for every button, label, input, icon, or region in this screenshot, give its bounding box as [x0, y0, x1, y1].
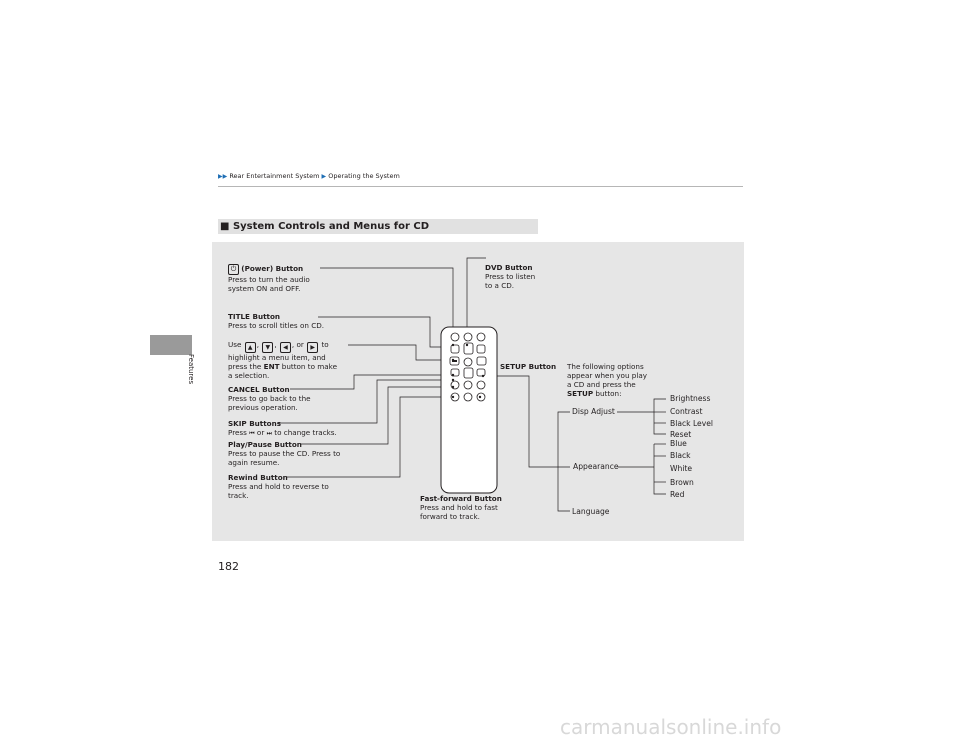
- setup-callout: [500, 362, 556, 371]
- remote-control: [441, 327, 497, 493]
- skip-forward-icon: ⏭: [266, 430, 272, 437]
- skip-desc-b: or: [256, 428, 265, 437]
- skip-desc-c: to change tracks.: [274, 428, 337, 437]
- menu-item-contrast: Contrast: [670, 407, 703, 416]
- dvd-callout: [485, 263, 535, 290]
- title-callout: [228, 312, 324, 330]
- side-label: Features: [187, 354, 195, 385]
- skip-title: SKIP Buttons: [228, 419, 281, 428]
- rewind-callout: [228, 473, 329, 500]
- menu-appearance: Appearance: [573, 462, 619, 471]
- ff-callout: [420, 494, 502, 521]
- ff-desc-2: forward to track.: [420, 512, 480, 521]
- arrows-callout: [228, 340, 337, 380]
- left-arrow-icon: ◀: [280, 342, 291, 353]
- menu-item-reset: Reset: [670, 430, 692, 439]
- options-line-1: The following options: [567, 362, 644, 371]
- menu-item-brown: Brown: [670, 478, 694, 487]
- sep-text: ,: [256, 340, 260, 349]
- ff-desc-1: Press and hold to fast: [420, 503, 498, 512]
- cancel-desc-2: previous operation.: [228, 403, 298, 412]
- menu-item-brightness: Brightness: [670, 394, 711, 403]
- options-setup-label: SETUP: [567, 389, 594, 398]
- power-title: (Power) Button: [241, 264, 304, 273]
- options-line-2: appear when you play: [567, 371, 647, 380]
- right-arrow-icon: ▶: [307, 342, 318, 353]
- sep-text: , or: [291, 340, 304, 349]
- breadcrumb-item[interactable]: Operating the System: [328, 172, 400, 180]
- menu-item-red: Red: [670, 490, 685, 499]
- menu-item-blue: Blue: [670, 439, 687, 448]
- rewind-desc-2: track.: [228, 491, 249, 500]
- setup-title: SETUP Button: [500, 362, 557, 371]
- arrows-desc-4: a selection.: [228, 371, 270, 380]
- rewind-desc-1: Press and hold to reverse to: [228, 482, 329, 491]
- options-line-4: button:: [595, 389, 622, 398]
- ent-label: ENT: [263, 362, 280, 371]
- menu-item-white: White: [670, 464, 693, 473]
- cancel-callout: [228, 385, 311, 412]
- title-button-desc: Press to scroll titles on CD.: [228, 321, 325, 330]
- sep-text: ,: [274, 340, 277, 349]
- rewind-title: Rewind Button: [228, 473, 288, 482]
- arrow-icon: ▶▶: [218, 173, 228, 180]
- use-text: Use: [228, 340, 242, 349]
- dvd-title: DVD Button: [485, 263, 533, 272]
- arrows-desc-2: highlight a menu item, and: [228, 353, 326, 362]
- title-button-title: TITLE Button: [228, 312, 280, 321]
- menu-disp-adjust: Disp Adjust: [572, 407, 615, 416]
- options-line-3: a CD and press the: [567, 380, 636, 389]
- menu-language: Language: [572, 507, 610, 516]
- power-desc-1: Press to turn the audio: [228, 275, 310, 284]
- square-bullet-icon: ■: [220, 221, 230, 232]
- cancel-title: CANCEL Button: [228, 385, 290, 394]
- skip-back-icon: ⏮: [249, 430, 255, 437]
- up-arrow-icon: ▲: [245, 342, 256, 353]
- power-desc-2: system ON and OFF.: [228, 284, 301, 293]
- menu-item-black: Black: [670, 451, 691, 460]
- breadcrumb-item[interactable]: Rear Entertainment System: [229, 172, 320, 180]
- down-arrow-icon: ▼: [262, 342, 273, 353]
- options-note: [567, 362, 647, 398]
- play-desc-2: again resume.: [228, 458, 280, 467]
- arrows-desc-3a: press the: [228, 362, 262, 371]
- use-post-text: to: [321, 340, 329, 349]
- skip-callout: [228, 419, 337, 438]
- section-title: System Controls and Menus for CD: [232, 221, 430, 232]
- watermark: carmanualsonline.info: [560, 715, 782, 739]
- power-callout: [228, 264, 310, 293]
- cancel-desc-1: Press to go back to the: [228, 394, 311, 403]
- arrows-desc-3c: button to make: [281, 362, 338, 371]
- page-number: 182: [218, 560, 239, 573]
- arrow-icon: ▶: [321, 173, 327, 180]
- dvd-desc-2: to a CD.: [485, 281, 515, 290]
- play-callout: [228, 440, 340, 467]
- skip-desc-a: Press: [228, 428, 247, 437]
- ff-title: Fast-forward Button: [420, 494, 502, 503]
- power-icon: ⏻: [228, 264, 239, 275]
- dvd-desc-1: Press to listen: [485, 272, 536, 281]
- menu-item-black-level: Black Level: [670, 419, 714, 428]
- play-desc-1: Press to pause the CD. Press to: [228, 449, 341, 458]
- play-title: Play/Pause Button: [228, 440, 302, 449]
